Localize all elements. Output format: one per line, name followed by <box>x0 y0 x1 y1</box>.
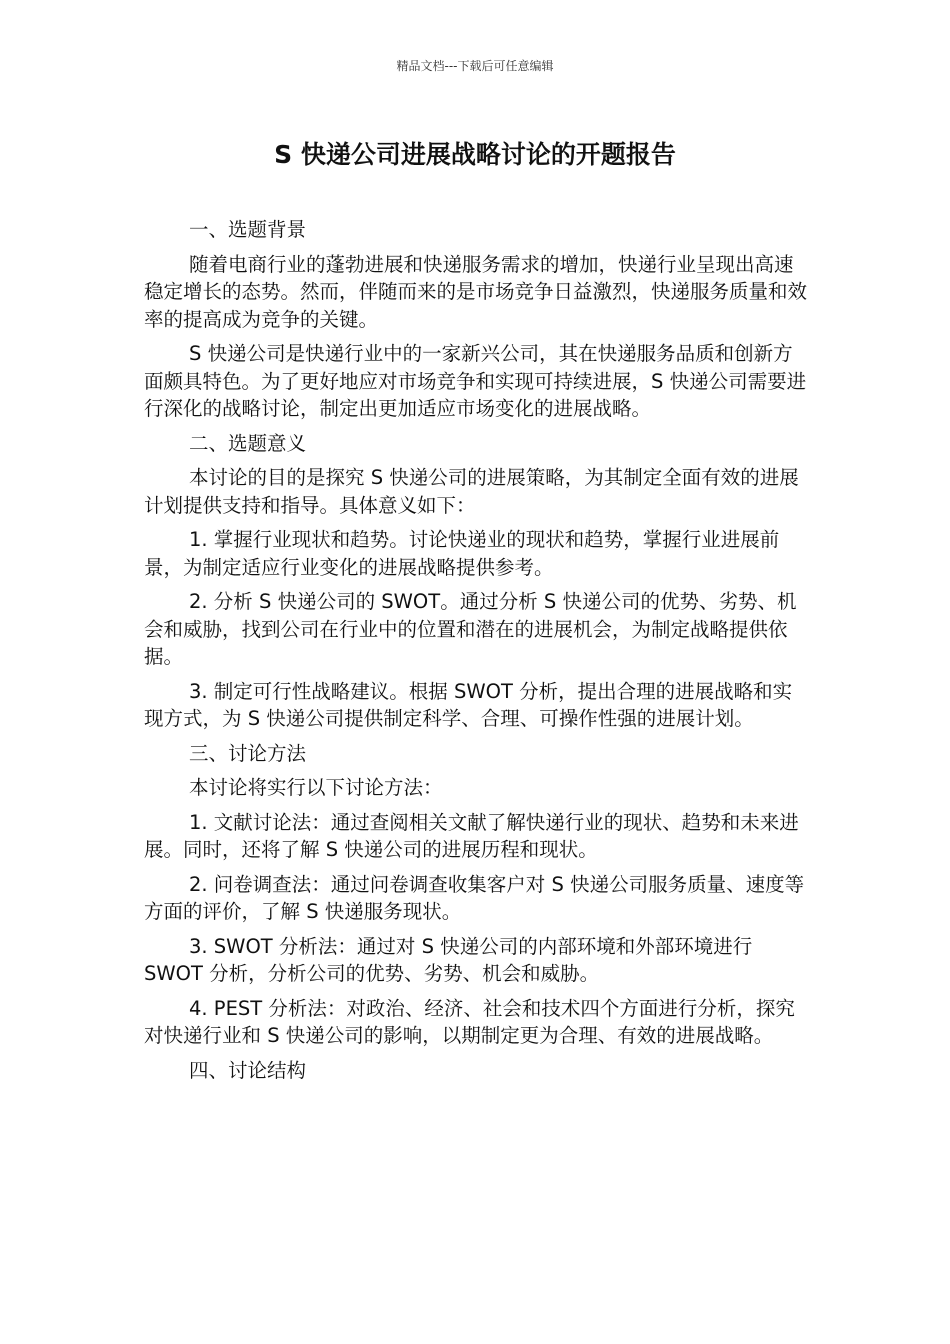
list-item: 1. 文献讨论法：通过查阅相关文献了解快递行业的现状、趋势和未来进展。同时，还将了解 S 快递公司的进展历程和现状。 <box>144 810 799 861</box>
list-item: 2. 问卷调查法：通过问卷调查收集客户对 S 快递公司服务质量、速度等方面的评价，了解 S 快递服务现状。 <box>144 872 805 923</box>
body-paragraph: S 快递公司是快递行业中的一家新兴公司，其在快递服务品质和创新方面颇具特色。为了更好地应对市场竞争和实现可持续进展，S 快递公司需要进行深化的战略讨论，制定出更加适应市场变化的进展战略。 <box>144 342 807 420</box>
document-body <box>144 216 808 1091</box>
list-item: 2. 分析 S 快递公司的 SWOT。通过分析 S 快递公司的优势、劣势、机会和威胁，找到公司在行业中的位置和潜在的进展机会，为制定战略提供依据。 <box>144 590 797 668</box>
section-heading-background: 一、选题背景 <box>189 218 307 241</box>
body-paragraph: 本讨论的目的是探究 S 快递公司的进展策略，为其制定全面有效的进展计划提供支持和指导。具体意义如下： <box>144 466 799 517</box>
section-heading-structure: 四、讨论结构 <box>189 1058 307 1082</box>
body-paragraph: 本讨论将实行以下讨论方法： <box>189 776 443 799</box>
section-heading-methods: 三、讨论方法 <box>189 741 307 765</box>
header-note: 精品文档---下载后可任意编辑 <box>396 59 554 73</box>
list-item: 3. 制定可行性战略建议。根据 SWOT 分析，提出合理的进展战略和实现方式，为 S 快递公司提供制定科学、合理、可操作性强的进展计划。 <box>144 679 793 730</box>
list-item: 3. SWOT 分析法：通过对 S 快递公司的内部环境和外部环境进行 SWOT 分析，分析公司的优势、劣势、机会和威胁。 <box>144 934 753 985</box>
list-item: 4. PEST 分析法：对政治、经济、社会和技术四个方面进行分析，探究对快递行业和 S 快递公司的影响，以期制定更为合理、有效的进展战略。 <box>144 996 795 1047</box>
body-paragraph: 随着电商行业的蓬勃进展和快递服务需求的增加，快递行业呈现出高速稳定增长的态势。然而，伴随而来的是市场竞争日益激烈，快递服务质量和效率的提高成为竞争的关键。 <box>144 252 808 331</box>
list-item: 1. 掌握行业现状和趋势。讨论快递业的现状和趋势，掌握行业进展前景，为制定适应行业变化的进展战略提供参考。 <box>144 528 780 579</box>
section-heading-significance: 二、选题意义 <box>189 431 307 455</box>
document-title: S 快递公司进展战略讨论的开题报告 <box>274 140 676 169</box>
